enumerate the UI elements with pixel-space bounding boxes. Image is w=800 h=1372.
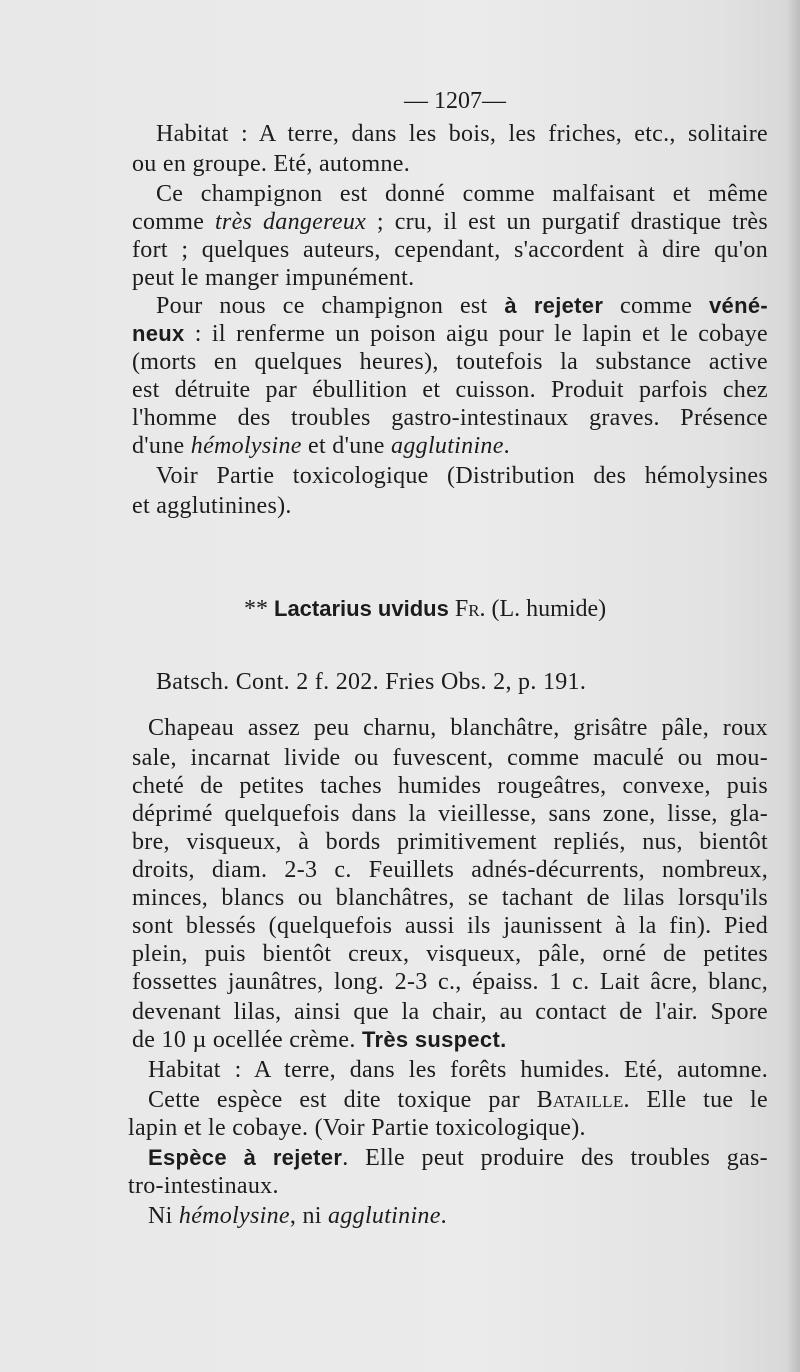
habitat-line-1: Habitat : A terre, dans les bois, les friches, etc., solitaire [156, 121, 768, 147]
description-line: minces, blancs ou blanchâtres, se tachant de lilas lorsqu'ils [132, 885, 768, 911]
description-line: Chapeau assez peu charnu, blanchâtre, grisâtre pâle, roux [148, 715, 768, 741]
para2-line-4: peut le manger impunément. [132, 265, 415, 291]
para2-line-2: comme très dangereux ; cru, il est un purgatif drastique très [132, 209, 768, 235]
habitat-line-2: ou en groupe. Eté, automne. [132, 151, 411, 177]
para4-line-1: Voir Partie toxicologique (Distribution des hémolysines [156, 463, 768, 489]
reference-line: Batsch. Cont. 2 f. 202. Fries Obs. 2, p. 191. [156, 669, 587, 695]
para3-line-5: l'homme des troubles gastro-intestinaux graves. Présence [132, 405, 768, 431]
description-line: sale, incarnat livide ou fuvescent, comme maculé ou mou- [132, 745, 768, 771]
description-line: sont blessés (quelquefois aussi ils jaunissent à la fin). Pied [132, 913, 768, 939]
description-line: déprimé quelquefois dans la vieillesse, sans zone, lisse, gla- [132, 801, 768, 827]
para2-line-3: fort ; quelques auteurs, cependant, s'accordent à dire qu'on [132, 237, 768, 263]
verdict-line-1: Espèce à rejeter. Elle peut produire des troubles gas- [148, 1145, 768, 1171]
description-line: bre, visqueux, à bords primitivement repliés, nus, bientôt [132, 829, 768, 855]
para3-line-3: (morts en quelques heures), toutefois la substance active [132, 349, 768, 375]
para3-line-1: Pour nous ce champignon est à rejeter comme véné- [156, 293, 768, 319]
habitat2-line: Habitat : A terre, dans les forêts humides. Eté, automne. [148, 1057, 768, 1083]
page-edge-shadow [786, 0, 800, 1372]
para3-line-2: neux : il renferme un poison aigu pour le lapin et le cobaye [132, 321, 768, 347]
toxicity-line-1: Cette espèce est dite toxique par Bataille. Elle tue le [148, 1087, 768, 1113]
description-line: cheté de petites taches humides rougeâtres, convexe, puis [132, 773, 768, 799]
para3-line-6: d'une hémolysine et d'une agglutinine. [132, 433, 510, 459]
para3-line-4: est détruite par ébullition et cuisson. Produit parfois chez [132, 377, 768, 403]
page-number: — 1207— [404, 88, 506, 114]
para2-line-1: Ce champignon est donné comme malfaisant et même [156, 181, 768, 207]
description-line: devenant lilas, ainsi que la chair, au contact de l'air. Spore [132, 999, 768, 1025]
para4-line-2: et agglutinines). [132, 493, 292, 519]
description-line: droits, diam. 2-3 c. Feuillets adnés-décurrents, nombreux, [132, 857, 768, 883]
description-line: fossettes jaunâtres, long. 2-3 c., épaiss. 1 c. Lait âcre, blanc, [132, 969, 768, 995]
verdict-line-2: tro-intestinaux. [128, 1173, 279, 1199]
species-heading: ** Lactarius uvidus Fr. (L. humide) [244, 596, 607, 622]
description-line: plein, puis bientôt creux, visqueux, pâle, orné de petites [132, 941, 768, 967]
final-line: Ni hémolysine, ni agglutinine. [148, 1203, 447, 1229]
toxicity-line-2: lapin et le cobaye. (Voir Partie toxicologique). [128, 1115, 586, 1141]
description-last-line: de 10 µ ocellée crème. Très suspect. [132, 1027, 507, 1053]
